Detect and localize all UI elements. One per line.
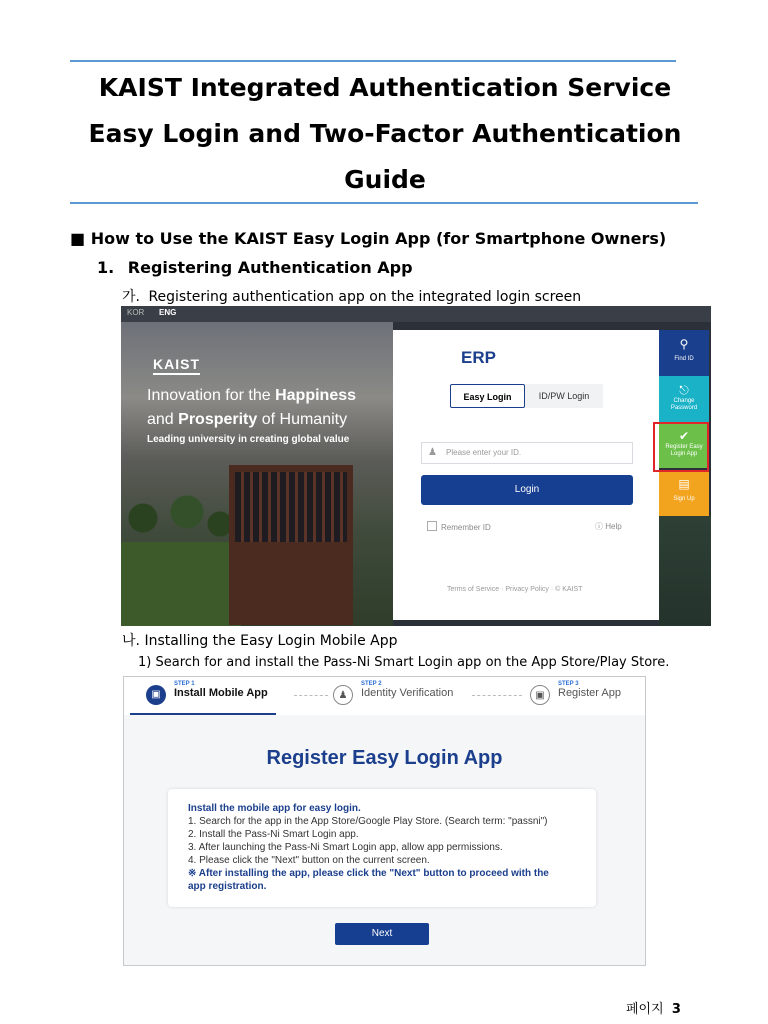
step-1-num: STEP 1 <box>174 681 195 687</box>
title-bottom-rule <box>70 202 698 204</box>
sub-item-na-text: Installing the Easy Login Mobile App <box>144 633 398 649</box>
instruction-line: 2. Install the Pass-Ni Smart Login app. <box>188 829 359 840</box>
tab-idpw-login[interactable]: ID/PW Login <box>525 384 603 408</box>
lang-eng[interactable]: ENG <box>159 308 177 317</box>
step-divider <box>472 695 522 696</box>
step-2-label: Identity Verification <box>361 687 454 699</box>
lawn-shape <box>121 542 241 626</box>
sub-item-ga <box>122 286 581 306</box>
system-name: ERP <box>461 348 496 367</box>
step-1-label: Install Mobile App <box>174 687 268 699</box>
step-1-tab[interactable] <box>151 681 268 700</box>
section-heading-text: How to Use the KAIST Easy Login App (for Smartphone Owners) <box>90 229 667 248</box>
section-heading <box>70 229 666 248</box>
page-label: 페이지 <box>626 1002 664 1017</box>
login-topbar <box>121 306 711 322</box>
building-windows <box>235 472 347 542</box>
slogan-line1-pre: Innovation for the <box>147 387 276 404</box>
side-find-id-button[interactable] <box>659 330 709 376</box>
trees-shape <box>121 482 231 542</box>
step-divider <box>294 695 328 696</box>
background-strip <box>659 516 711 626</box>
register-icon: ▣ <box>530 685 550 705</box>
step-1-text: Registering Authentication App <box>127 258 413 277</box>
step-1-heading <box>97 258 413 277</box>
instruction-line: 1. Search for the app in the App Store/Google Play Store. (Search term: "passni") <box>188 816 548 827</box>
tab-easy-login[interactable]: Easy Login <box>450 384 525 408</box>
side-change-password-button[interactable] <box>659 376 709 422</box>
search-user-icon: ⚲ <box>679 337 689 351</box>
sub-item-na <box>122 630 398 650</box>
sub-item-na-marker: 나. <box>122 633 140 649</box>
id-placeholder: Please enter your ID. <box>446 448 522 457</box>
side-sign-up-button[interactable] <box>659 470 709 516</box>
install-app-icon: ▣ <box>146 685 166 705</box>
step-3-tab[interactable] <box>535 681 621 701</box>
instruction-item-1: 1) Search for and install the Pass-Ni Smart Login app on the App Store/Play Store. <box>138 655 670 670</box>
title-line-2: Easy Login and Two-Factor Authentication <box>88 119 682 148</box>
login-button[interactable]: Login <box>421 475 633 505</box>
slogan-line2-bold: Prosperity <box>178 411 258 428</box>
user-icon: ♟ <box>428 447 437 458</box>
instruction-line: app registration. <box>188 881 267 892</box>
side-change-password-label: Change Password <box>670 398 698 411</box>
instructions-box <box>168 789 596 907</box>
help-icon: ⓘ <box>595 522 603 531</box>
login-screen-screenshot <box>121 306 711 626</box>
lang-kor[interactable]: KOR <box>127 308 145 317</box>
instruction-line: 3. After launching the Pass-Ni Smart Login app, allow app permissions. <box>188 842 503 853</box>
slogan-sub: Leading university in creating global value <box>147 434 350 445</box>
side-register-app-label: Register Easy Login App <box>665 444 703 457</box>
step-2-num: STEP 2 <box>361 681 382 687</box>
id-card-icon: ▤ <box>678 477 690 491</box>
identity-icon: ♟ <box>333 685 353 705</box>
instruction-line: ※ After installing the app, please click the "Next" button to proceed with the <box>188 868 549 879</box>
slogan <box>147 384 356 432</box>
step-2-tab[interactable] <box>338 681 454 701</box>
instruction-line: Install the mobile app for easy login. <box>188 803 361 814</box>
remember-id-label: Remember ID <box>441 523 491 532</box>
square-bullet-icon: ■ <box>70 229 86 248</box>
phone-check-icon: ✔ <box>678 429 690 443</box>
side-sign-up-label: Sign Up <box>673 496 695 502</box>
login-panel <box>393 330 659 620</box>
slogan-line2-post: of Humanity <box>257 411 348 428</box>
sub-item-ga-text: Registering authentication app on the integrated login screen <box>148 289 582 305</box>
register-app-screenshot <box>123 676 646 966</box>
title-top-rule <box>70 60 676 62</box>
next-button[interactable]: Next <box>335 923 429 945</box>
help-label: Help <box>605 522 622 531</box>
sub-item-ga-marker: 가. <box>122 289 140 305</box>
login-footer[interactable]: Terms of Service · Privacy Policy · © KAIST <box>447 586 583 593</box>
step-3-label: Register App <box>558 687 621 699</box>
page-number <box>626 998 681 1017</box>
slogan-line2-pre: and <box>147 411 179 428</box>
step-indicator <box>124 677 645 715</box>
page-number-value: 3 <box>671 1002 681 1017</box>
checkbox-icon <box>427 521 437 531</box>
title-line-1: KAIST Integrated Authentication Service <box>98 73 672 102</box>
register-app-highlight-box <box>653 422 709 472</box>
register-title: Register Easy Login App <box>266 747 503 769</box>
remember-id-checkbox[interactable] <box>427 521 491 532</box>
step-1-number: 1. <box>97 258 115 277</box>
lock-icon: ⎋ <box>679 383 689 397</box>
title-line-3: Guide <box>344 165 426 194</box>
kaist-logo: KAIST <box>153 356 200 375</box>
side-find-id-label: Find ID <box>674 356 694 362</box>
help-link[interactable] <box>595 521 622 532</box>
active-step-underline <box>130 713 276 715</box>
campus-photo <box>121 322 393 626</box>
instruction-line: 4. Please click the "Next" button on the current screen. <box>188 855 430 866</box>
id-input[interactable] <box>421 442 633 464</box>
step-3-num: STEP 3 <box>558 681 579 687</box>
slogan-line1-bold: Happiness <box>275 387 357 404</box>
